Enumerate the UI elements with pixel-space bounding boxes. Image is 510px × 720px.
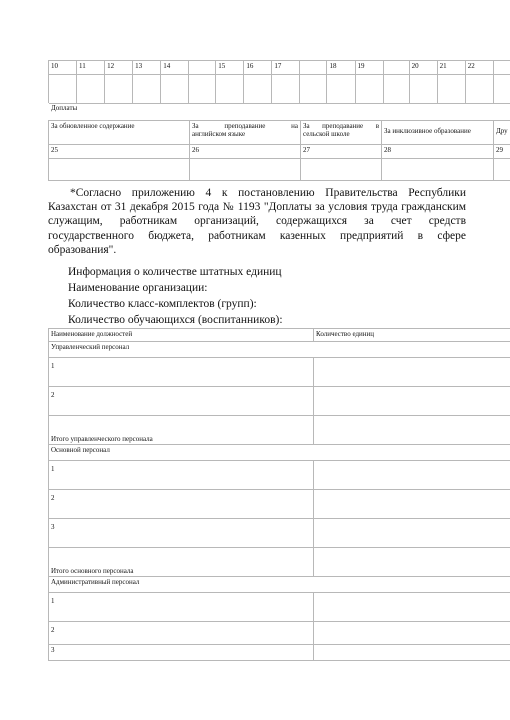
allowance-num-27: 27 [301,144,382,158]
top-table-blank-cell [355,75,383,104]
top-table-header-cell [189,61,216,75]
admin-row-1-count [314,593,510,622]
allowance-col-rural-line2: сельской школе [303,129,350,138]
main-row-3-count [314,519,510,548]
top-table-blank-cell [105,75,133,104]
allowance-col-english-line2: английском языке [192,129,246,138]
allowance-col-rural [301,120,382,144]
allowance-blank [301,158,382,180]
top-table-blank-cell [465,75,493,104]
info-students-count: Количество обучающихся (воспитанников): [68,314,283,326]
management-row-1-count [314,358,510,387]
allowances-table [48,103,510,181]
top-table-header-cell: 15 [216,61,244,75]
main-row-1-count [314,461,510,490]
footnote-paragraph [48,186,466,257]
top-table-blank-cell [216,75,244,104]
top-table-blank-cell [161,75,189,104]
top-table-blank-cell [133,75,161,104]
top-table-blank-cell [300,75,327,104]
top-table-header-cell: 10 [49,61,77,75]
top-table-blank-cell [77,75,105,104]
top-table-blank-cell [493,75,510,104]
footnote-text: *Согласно приложению 4 к постановлению Правительства Республики Казахстан от 31 декабря 2015 года № 1193 "Доплаты за условия труда гражданским служащим, работникам организаций, содержащихся за счет средств государственного бюджета, работникам казенных предприятий в сфере образования". [48,187,466,256]
staff-units-table [48,328,510,661]
col-header-position: Наименование должностей [49,329,314,342]
info-staff-units: Информация о количестве штатных единиц [68,266,282,278]
main-row-3: 3 [49,519,314,548]
top-table-header-cell [383,61,409,75]
top-table-blank-cell [327,75,355,104]
top-table-header-cell: 12 [105,61,133,75]
top-table-blank-cell [409,75,437,104]
allowances-heading: Доплаты [49,103,510,120]
allowance-blank [49,158,190,180]
management-row-1: 1 [49,358,314,387]
allowance-num-28: 28 [382,144,494,158]
management-total: Итого управленческого персонала [49,416,314,445]
top-table-header-cell: 19 [355,61,383,75]
top-table-blank-cell [49,75,77,104]
allowance-col-inclusive: За инклюзивное образование [382,120,494,144]
allowance-col-rural-line1: За преподавание в [303,121,379,130]
top-table-blank-cell [244,75,272,104]
allowance-col-english-line1: За преподавание на [192,121,298,130]
top-table-header-cell: 20 [409,61,437,75]
section-main: Основной персонал [49,445,510,461]
top-table-header-cell: 18 [327,61,355,75]
admin-row-2-count [314,622,510,645]
section-management: Управленческий персонал [49,342,510,358]
top-table-header-cell: 17 [272,61,300,75]
top-table-header-cell: 14 [161,61,189,75]
section-administrative: Административный персонал [49,577,510,593]
info-organization-name: Наименование организации: [68,282,208,294]
main-total-count [314,548,510,577]
management-total-count [314,416,510,445]
main-total: Итого основного персонала [49,548,314,577]
admin-row-1: 1 [49,593,314,622]
main-row-2: 2 [49,490,314,519]
admin-row-3-count [314,645,510,661]
top-table-header-cell: 21 [437,61,465,75]
allowance-col-updated-content: За обновленное содержание [49,120,190,144]
col-header-count: Количество единиц [314,329,510,342]
allowance-blank [382,158,494,180]
top-table-header-cell: 13 [133,61,161,75]
allowance-col-english [190,120,301,144]
allowance-blank [190,158,301,180]
allowance-num-26: 26 [190,144,301,158]
management-row-2-count [314,387,510,416]
allowance-num-25: 25 [49,144,190,158]
top-table-blank-cell [189,75,216,104]
main-row-1: 1 [49,461,314,490]
top-table-header-cell [300,61,327,75]
allowance-col-other: Дру [494,120,510,144]
top-table-blank-cell [383,75,409,104]
top-table-blank-cell [437,75,465,104]
info-class-sets: Количество класс-комплектов (групп): [68,298,257,310]
management-row-2: 2 [49,387,314,416]
top-table-header-cell: 11 [77,61,105,75]
admin-row-3: 3 [49,645,314,661]
main-row-2-count [314,490,510,519]
top-table-header-cell: 16 [244,61,272,75]
allowance-num-29: 29 [494,144,510,158]
allowance-blank [494,158,510,180]
top-table-header-cell [493,61,510,75]
top-numbered-table [48,60,510,104]
top-table-header-cell: 22 [465,61,493,75]
admin-row-2: 2 [49,622,314,645]
top-table-blank-cell [272,75,300,104]
